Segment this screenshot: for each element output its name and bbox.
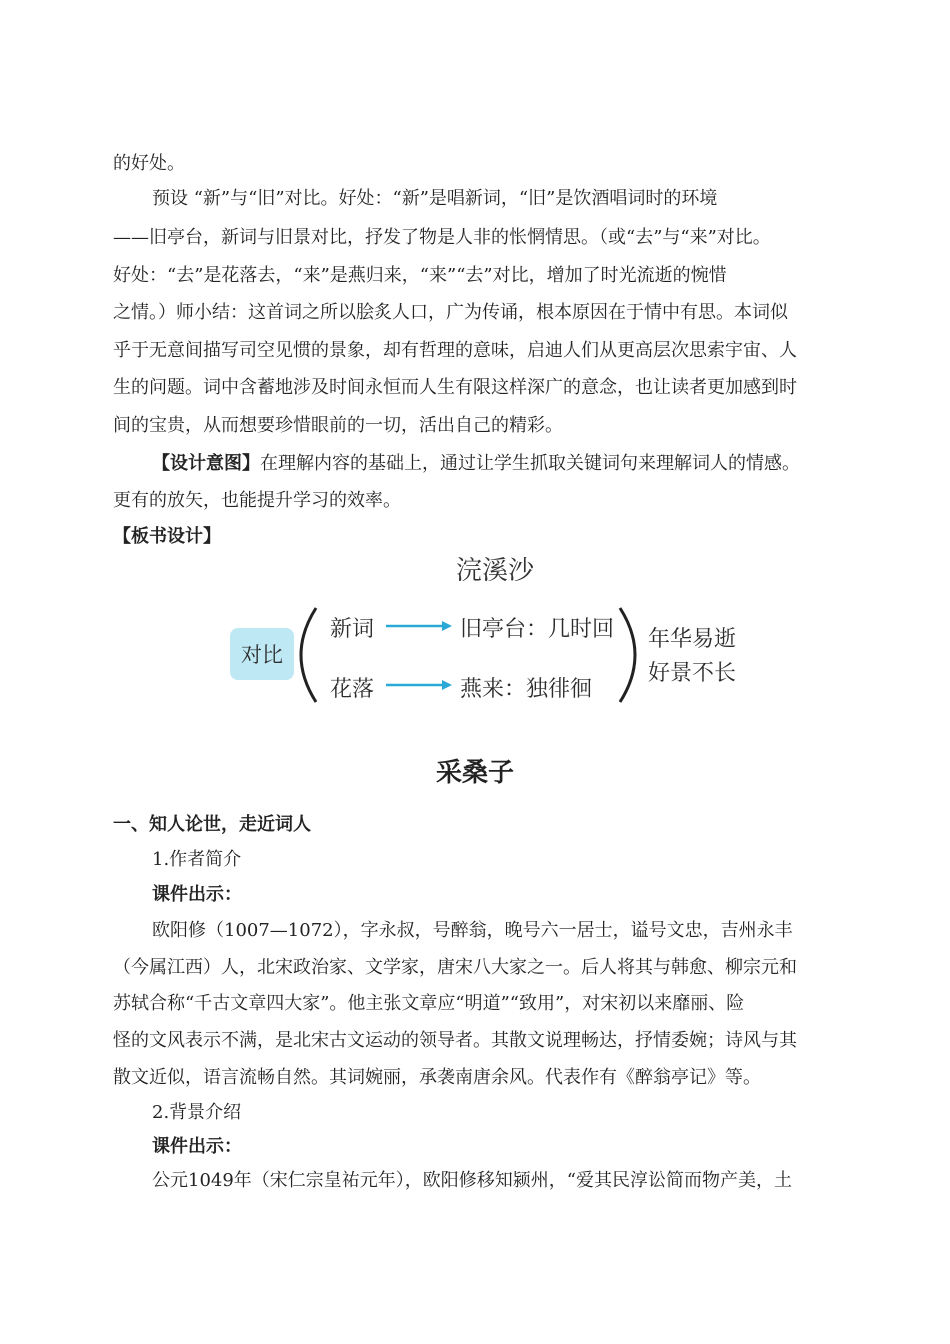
text-line: 之情。）师小结：这首词之所以脍炙人口，广为传诵，根本原因在于情中有思。本词似 [113, 302, 788, 323]
row1-right: 旧亭台：几时回 [460, 617, 615, 642]
text-line: 欧阳修（1007—1072），字永叔，号醉翁，晚号六一居士，谥号文忠，吉州永丰 [152, 920, 793, 941]
subheading: 2.背景介绍 [152, 1102, 242, 1123]
row2-left: 花落 [330, 677, 375, 702]
conclusion-2: 好景不长 [648, 661, 737, 686]
text-line: 的好处。 [113, 153, 185, 174]
text-line: 乎于无意间描写司空见惯的景象，却有哲理的意味，启迪人们从更高层次思索宇宙、人 [113, 340, 797, 361]
text-line: 公元1049年（宋仁宗皇祐元年），欧阳修移知颍州，“爱其民淳讼简而物产美，土 [152, 1170, 793, 1191]
text-line: 预设 “新”与“旧”对比。好处：“新”是唱新词，“旧”是饮酒唱词时的环境 [152, 188, 718, 209]
text-line: 生的问题。词中含蓄地涉及时间永恒而人生有限这样深广的意念，也让读者更加感到时 [113, 377, 797, 398]
arrow-head-2 [442, 680, 452, 690]
text-line: 怪的文风表示不满，是北宋古文运动的领导者。其散文说理畅达，抒情委婉；诗风与其 [113, 1030, 797, 1051]
conclusion-1: 年华易逝 [648, 627, 737, 652]
text-line: （今属江西）人，北宋政治家、文学家，唐宋八大家之一。后人将其与韩愈、柳宗元和 [113, 957, 797, 978]
text-line: 间的宝贵，从而想要珍惜眼前的一切，活出自己的精彩。 [113, 415, 563, 436]
text-line: 更有的放矢，也能提升学习的效率。 [113, 490, 401, 511]
board-design-figure [220, 540, 760, 710]
section-heading: 一、知人论世，走近词人 [113, 814, 311, 835]
subheading: 1.作者简介 [152, 849, 242, 870]
text-line: ——旧亭台，新词与旧景对比，抒发了物是人非的怅惘情思。（或“去”与“来”对比。 [113, 227, 771, 248]
courseware-label: 课件出示： [152, 1136, 242, 1157]
arrow-head-1 [442, 621, 452, 631]
text-line: 散文近似，语言流畅自然。其词婉丽，承袭南唐余风。代表作有《醉翁亭记》等。 [113, 1067, 761, 1088]
board-title: 浣溪沙 [455, 556, 534, 586]
row1-left: 新词 [330, 617, 375, 642]
design-intent-text: 在理解内容的基础上，通过让学生抓取关键词句来理解词人的情感。 [260, 453, 800, 474]
contrast-box: 对比 [230, 628, 294, 680]
text-line: 苏轼合称“千古文章四大家”。他主张文章应“明道”“致用”，对宋初以来靡丽、险 [113, 993, 745, 1014]
text-line: 好处：“去”是花落去，“来”是燕归来，“来”“去”对比，增加了时光流逝的惋惜 [113, 265, 727, 286]
design-intent-label: 【设计意图】 [152, 453, 260, 474]
left-bracket [301, 608, 316, 702]
board-design-label: 【板书设计】 [113, 526, 221, 547]
right-bracket [620, 608, 635, 702]
row2-right: 燕来：独徘徊 [460, 677, 593, 702]
section-title: 采桑子 [435, 758, 514, 788]
design-intent-line [152, 452, 800, 476]
courseware-label: 课件出示： [152, 884, 242, 905]
